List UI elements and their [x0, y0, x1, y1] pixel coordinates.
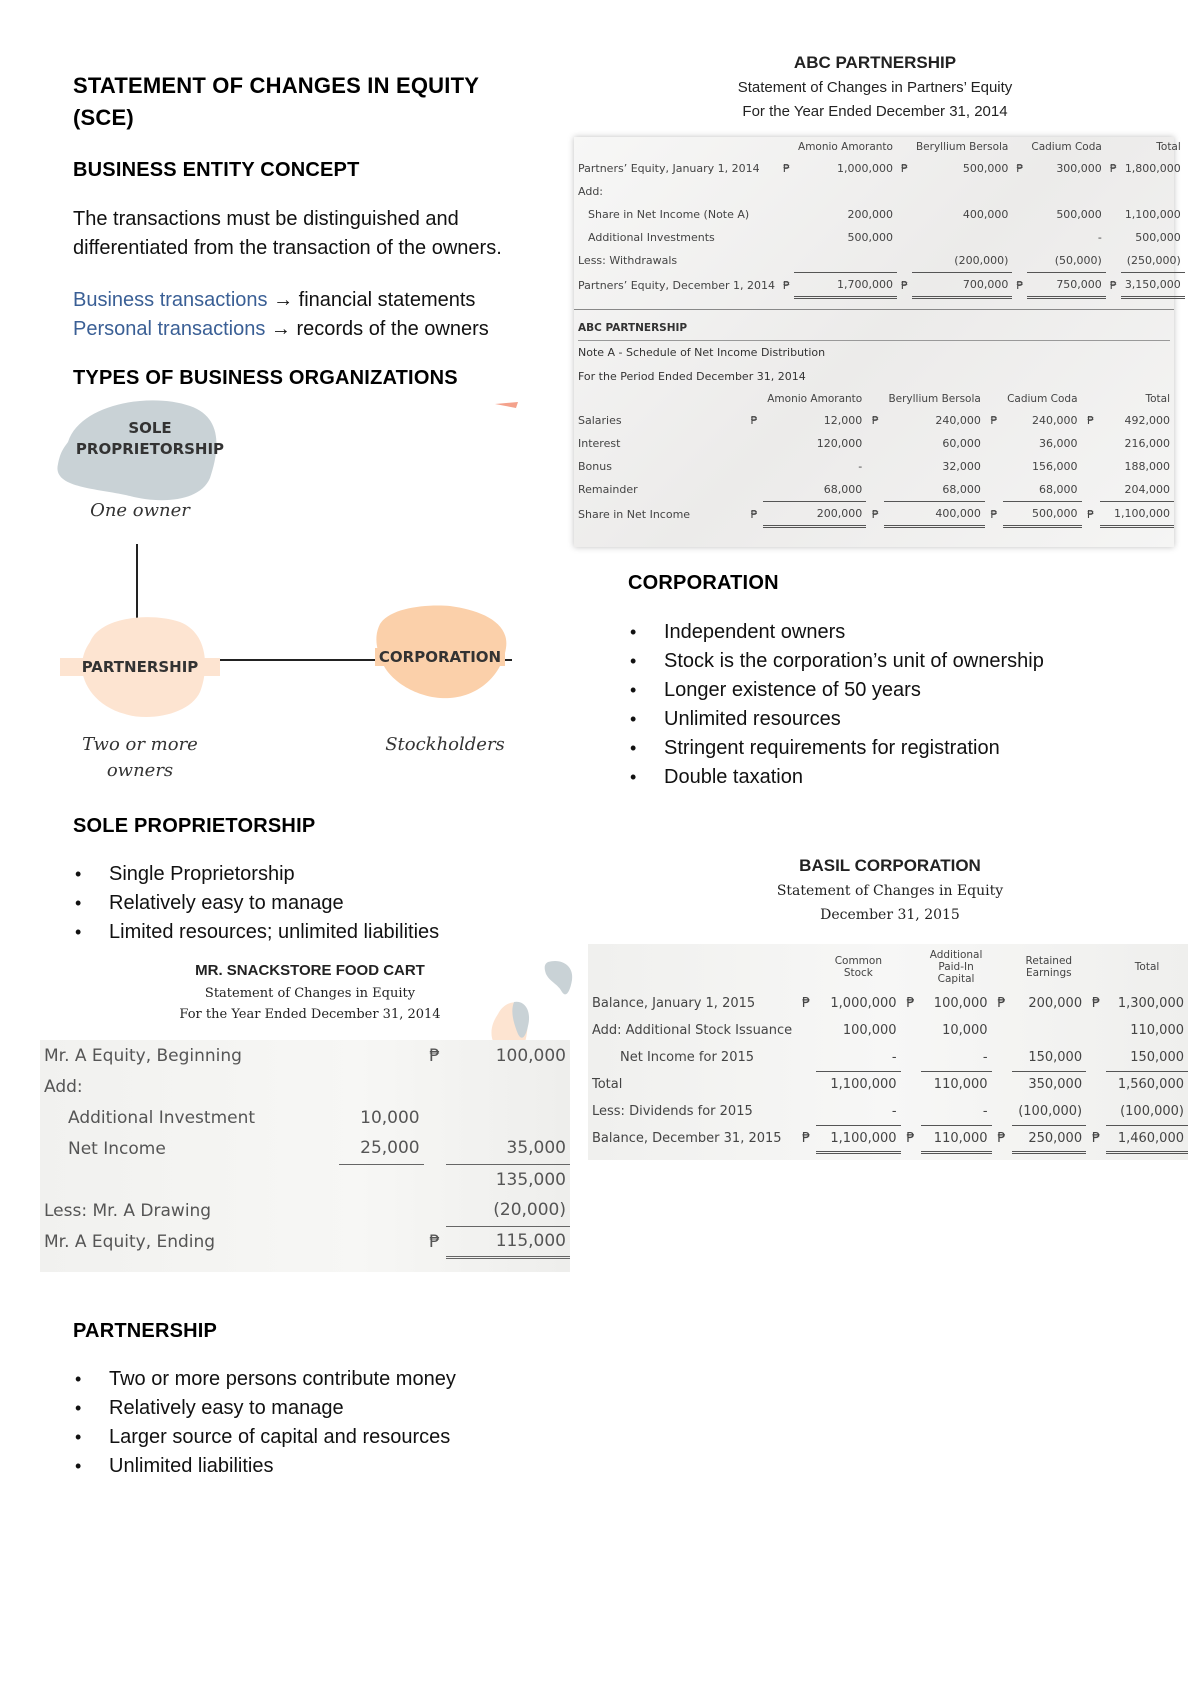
list-item: • Longer existence of 50 years — [628, 676, 1168, 705]
snack-caption — [160, 959, 460, 1025]
business-transactions-line: Business transactions → financial statements — [73, 289, 476, 311]
table-row: Total 1,100,000 110,000 350,000 1,560,000 — [592, 1077, 1184, 1093]
sce-title-line2: (SCE) — [73, 105, 134, 130]
table-row: Add: — [44, 1076, 83, 1097]
table-row: Balance, December 31, 2015 ₱ 1,100,000 ₱ 110,000 ₱ 250,000 ₱ 1,460,000 — [588, 1125, 1188, 1152]
table-row: 135,000 — [495, 1169, 566, 1190]
table-header: Common Stock Additional Paid-In Capital Retained Earnings Total — [834, 949, 1160, 985]
bec-line2: differentiated from the transaction of the owners. — [73, 237, 502, 259]
basil-subtitle: Statement of Changes in Equity — [776, 883, 1004, 899]
table-row: Balance, January 1, 2015 ₱ 1,000,000 ₱ 100,000 ₱ 200,000 ₱ 1,300,000 — [592, 996, 1184, 1011]
abc-note-table — [574, 389, 1174, 528]
table-row: Less: Dividends for 2015 - - (100,000) (100,000) — [588, 1098, 1188, 1125]
table-row: Additional Investments 500,000 - 500,000 — [588, 231, 1181, 244]
table-row: Bonus - 32,000 156,000 188,000 — [578, 460, 1170, 473]
corporation-list — [628, 618, 1168, 792]
corporation-description: Stockholders — [385, 734, 505, 755]
accent-mark — [495, 402, 518, 408]
table-row: Mr. A Equity, Ending ₱ 115,000 — [40, 1226, 570, 1257]
table-row: Add: — [578, 185, 604, 198]
list-item: • Stringent requirements for registration — [628, 734, 1168, 763]
list-item: • Single Proprietorship — [73, 860, 573, 889]
partnership-label: PARTNERSHIP — [60, 658, 220, 676]
snack-statement — [40, 1040, 570, 1272]
business-transactions-link: Business transactions — [73, 289, 268, 311]
sce-title-line1: STATEMENT OF CHANGES IN EQUITY — [73, 73, 480, 98]
table-row: Mr. A Equity, Beginning ₱ 100,000 — [44, 1045, 566, 1066]
abc-note-header — [574, 309, 1174, 389]
abc-note-subtitle: Note A - Schedule of Net Income Distribution — [578, 340, 1170, 365]
list-item: • Unlimited liabilities — [73, 1452, 593, 1481]
business-entity-paragraph — [73, 205, 573, 263]
table-row: Salaries ₱ 12,000 ₱ 240,000 ₱ 240,000 ₱ 492,000 — [578, 414, 1170, 427]
abc-statement — [574, 137, 1181, 547]
basil-statement — [588, 944, 1188, 1160]
partnership-description: Two or more owners — [82, 734, 198, 781]
bec-line1: The transactions must be distinguished and — [73, 208, 459, 230]
table-row: Add: Additional Stock Issuance 100,000 10,000 110,000 — [592, 1023, 1184, 1038]
list-item: • Independent owners — [628, 618, 1168, 647]
personal-transactions-link: Personal transactions — [73, 318, 266, 340]
list-item: • Stock is the corporation’s unit of ownership — [628, 647, 1168, 676]
basil-period: December 31, 2015 — [820, 907, 960, 923]
sole-description: One owner — [90, 500, 190, 521]
snack-title: MR. SNACKSTORE FOOD CART — [195, 962, 425, 979]
table-row: Partners’ Equity, January 1, 2014 ₱ 1,000,000 ₱ 500,000 ₱ 300,000 ₱ 1,800,000 — [578, 162, 1181, 175]
abc-period: For the Year Ended December 31, 2014 — [742, 103, 1008, 120]
sce-title — [73, 70, 553, 134]
corporation-heading: CORPORATION — [628, 572, 779, 594]
table-row: Remainder 68,000 68,000 68,000 204,000 — [574, 478, 1174, 502]
basil-table — [588, 944, 1188, 1154]
abc-caption — [700, 50, 1050, 124]
table-header: Amonio Amoranto Beryllium Bersola Cadium Coda Total — [798, 141, 1181, 153]
transactions-paragraph — [73, 286, 593, 344]
sole-proprietorship-heading: SOLE PROPRIETORSHIP — [73, 815, 316, 837]
basil-caption — [740, 853, 1040, 927]
list-item: • Unlimited resources — [628, 705, 1168, 734]
table-row: Net Income for 2015 - - 150,000 150,000 — [588, 1044, 1188, 1071]
snack-period: For the Year Ended December 31, 2014 — [179, 1007, 441, 1022]
abc-note-title: ABC PARTNERSHIP — [578, 322, 688, 334]
personal-transactions-line: Personal transactions → records of the owners — [73, 318, 489, 340]
list-item: • Relatively easy to manage — [73, 889, 573, 918]
types-heading: TYPES OF BUSINESS ORGANIZATIONS — [73, 367, 458, 389]
table-row: Share in Net Income (Note A) 200,000 400,000 500,000 1,100,000 — [588, 208, 1181, 221]
snack-subtitle: Statement of Changes in Equity — [204, 986, 416, 1001]
basil-title: BASIL CORPORATION — [799, 856, 981, 875]
table-row: Net Income 25,000 35,000 — [40, 1133, 570, 1164]
abc-title: ABC PARTNERSHIP — [793, 53, 957, 72]
list-item: • Limited resources; unlimited liabilities — [73, 918, 573, 947]
sole-label: SOLE PROPRIETORSHIP — [75, 419, 225, 458]
abc-note-period: For the Period Ended December 31, 2014 — [578, 370, 806, 383]
list-item: • Two or more persons contribute money — [73, 1365, 593, 1394]
table-row: Partners’ Equity, December 1, 2014 ₱ 1,700,000 ₱ 700,000 ₱ 750,000 ₱ 3,150,000 — [574, 273, 1185, 298]
abc-equity-table — [574, 137, 1185, 299]
snack-table — [40, 1040, 570, 1259]
partnership-list — [73, 1365, 593, 1481]
business-entity-heading: BUSINESS ENTITY CONCEPT — [73, 159, 360, 181]
table-row: Less: Mr. A Drawing (20,000) — [40, 1195, 570, 1226]
corporation-label: CORPORATION — [375, 648, 505, 666]
list-item: • Larger source of capital and resources — [73, 1423, 593, 1452]
abc-subtitle: Statement of Changes in Partners’ Equity — [737, 79, 1013, 96]
table-header: Amonio Amoranto Beryllium Bersola Cadium Coda Total — [767, 393, 1170, 405]
list-item: • Double taxation — [628, 763, 1168, 792]
list-item: • Relatively easy to manage — [73, 1394, 593, 1423]
table-row: Share in Net Income ₱ 200,000 ₱ 400,000 ₱ 500,000 ₱ 1,100,000 — [574, 502, 1174, 527]
table-row: Interest 120,000 60,000 36,000 216,000 — [578, 437, 1170, 450]
table-row: Less: Withdrawals (200,000) (50,000) (250,000) — [574, 249, 1185, 273]
org-chart — [40, 392, 530, 792]
partnership-heading: PARTNERSHIP — [73, 1320, 218, 1342]
sole-proprietorship-list — [73, 860, 573, 947]
table-row: Additional Investment 10,000 — [68, 1107, 420, 1128]
